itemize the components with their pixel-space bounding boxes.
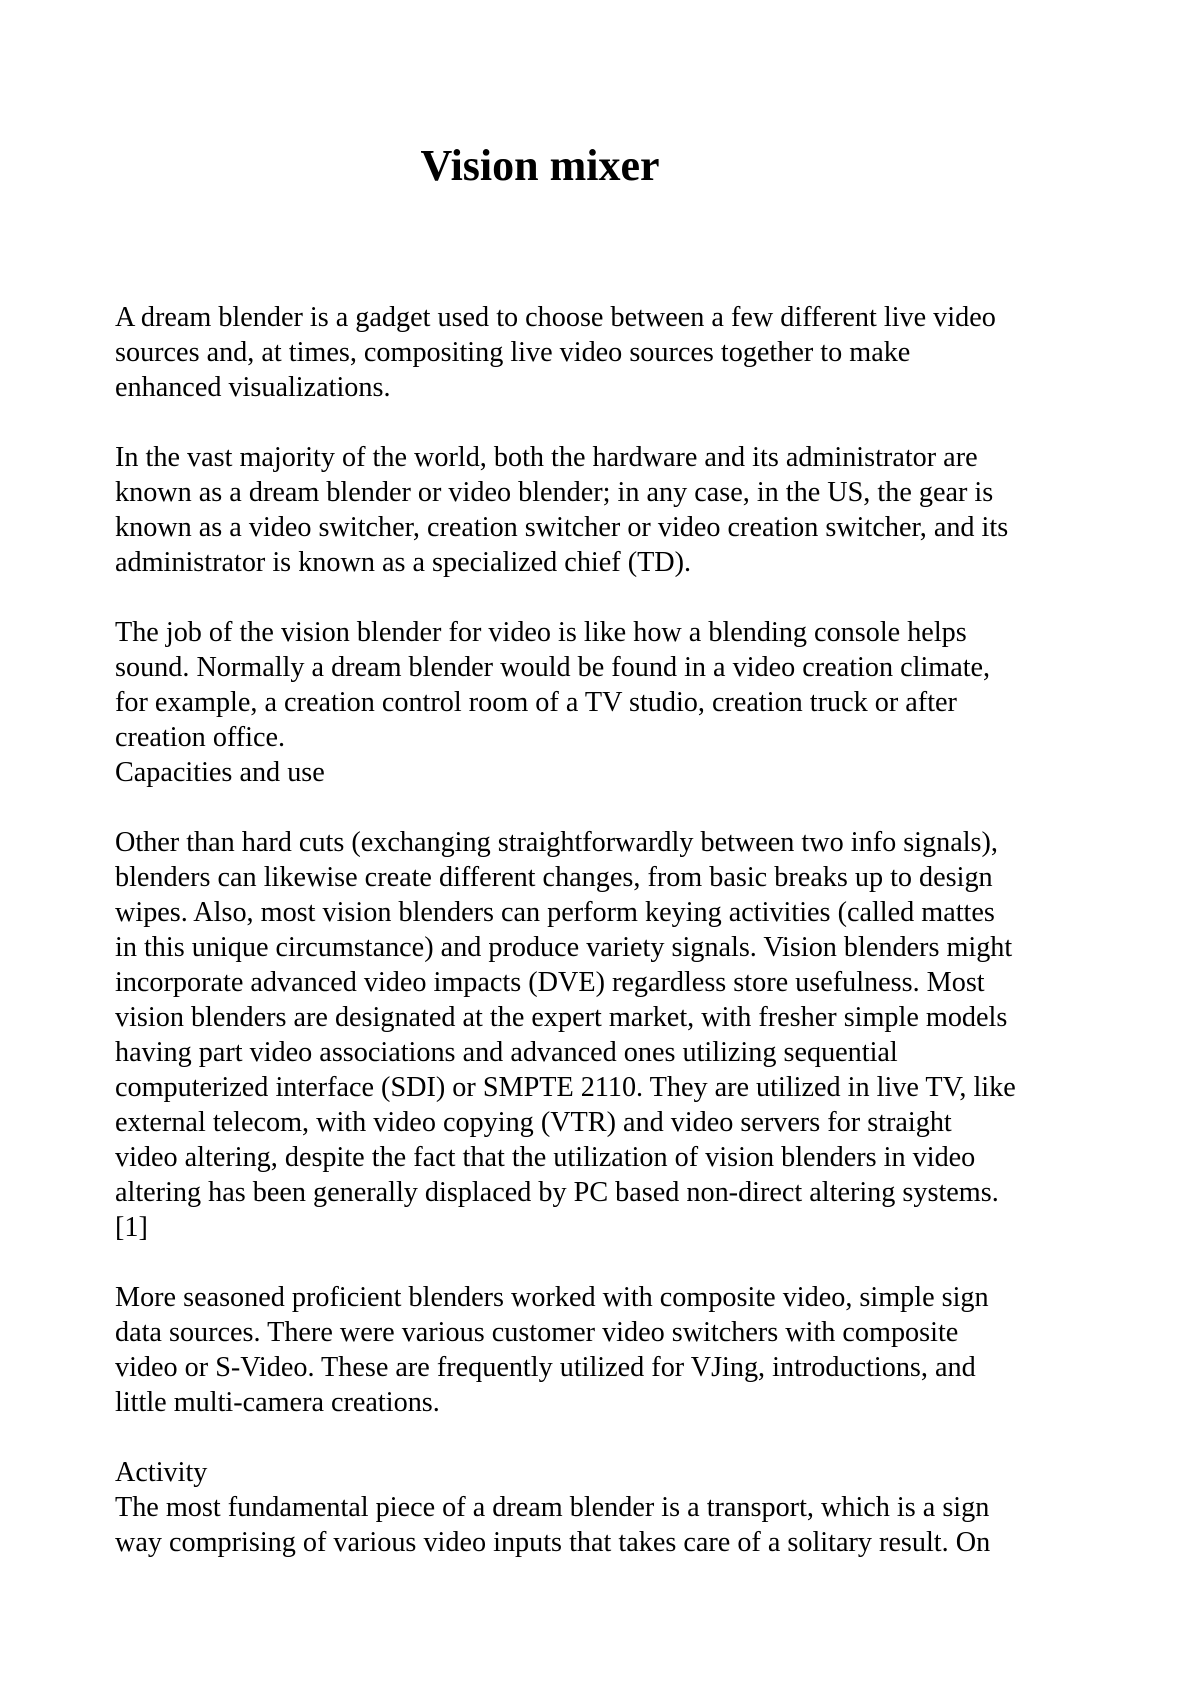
- text-line: Activity: [115, 1457, 208, 1488]
- text-line: More seasoned proficient blenders worked with composite video, simple sign: [115, 1282, 989, 1313]
- text-line: wipes. Also, most vision blenders can perform keying activities (called mattes: [115, 897, 995, 928]
- text-line: for example, a creation control room of a TV studio, creation truck or after: [115, 687, 957, 718]
- text-line: video or S-Video. These are frequently utilized for VJing, introductions, and: [115, 1352, 976, 1383]
- text-line: Capacities and use: [115, 757, 325, 788]
- text-line: known as a video switcher, creation switcher or video creation switcher, and its: [115, 512, 1009, 543]
- text-line: incorporate advanced video impacts (DVE) regardless store usefulness. Most: [115, 967, 985, 998]
- text-line: The job of the vision blender for video is like how a blending console helps: [115, 617, 967, 648]
- document-body: [115, 300, 1105, 1560]
- text-line: altering has been generally displaced by PC based non-direct altering systems.: [115, 1177, 999, 1208]
- page-title: Vision mixer: [420, 141, 660, 190]
- paragraph-capabilities: [115, 825, 1105, 1245]
- text-line: in this unique circumstance) and produce variety signals. Vision blenders might: [115, 932, 1013, 963]
- text-line: known as a dream blender or video blender; in any case, in the US, the gear is: [115, 477, 994, 508]
- paragraph-history: [115, 1280, 1105, 1420]
- text-line: having part video associations and advanced ones utilizing sequential: [115, 1037, 898, 1068]
- text-line: Other than hard cuts (exchanging straightforwardly between two info signals),: [115, 827, 998, 858]
- paragraph-activity: [115, 1490, 1105, 1560]
- text-line: [1]: [115, 1212, 148, 1243]
- text-line: data sources. There were various customer video switchers with composite: [115, 1317, 959, 1348]
- text-line: way comprising of various video inputs that takes care of a solitary result. On: [115, 1527, 991, 1558]
- text-line: A dream blender is a gadget used to choose between a few different live video: [115, 302, 996, 333]
- text-line: sources and, at times, compositing live video sources together to make: [115, 337, 911, 368]
- text-line: blenders can likewise create different changes, from basic breaks up to design: [115, 862, 993, 893]
- text-line: video altering, despite the fact that the utilization of vision blenders in video: [115, 1142, 976, 1173]
- text-line: vision blenders are designated at the expert market, with fresher simple models: [115, 1002, 1008, 1033]
- text-line: external telecom, with video copying (VTR) and video servers for straight: [115, 1107, 952, 1138]
- text-line: administrator is known as a specialized chief (TD).: [115, 547, 692, 578]
- text-line: little multi-camera creations.: [115, 1387, 440, 1418]
- text-line: creation office.: [115, 722, 286, 753]
- section-heading-activity: [115, 1455, 1105, 1490]
- text-line: enhanced visualizations.: [115, 372, 391, 403]
- text-line: The most fundamental piece of a dream blender is a transport, which is a sign: [115, 1492, 990, 1523]
- paragraph-naming: [115, 440, 1105, 580]
- text-line: In the vast majority of the world, both the hardware and its administrator are: [115, 442, 978, 473]
- paragraph-role: [115, 615, 1105, 755]
- paragraph-intro: [115, 300, 1105, 405]
- text-line: sound. Normally a dream blender would be found in a video creation climate,: [115, 652, 991, 683]
- text-line: computerized interface (SDI) or SMPTE 2110. They are utilized in live TV, like: [115, 1072, 1016, 1103]
- section-heading-capacities: [115, 755, 1105, 790]
